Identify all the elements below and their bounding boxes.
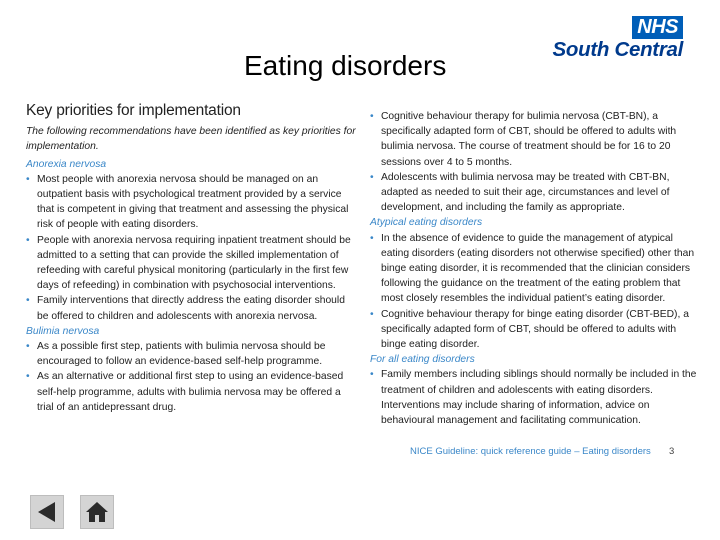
list-item: • As a possible first step, patients with bulimia nervosa should be encouraged to follow an evidence-based self-help programme.: [26, 339, 358, 369]
section-title-all: For all eating disorders: [370, 354, 475, 366]
nhs-logo: [533, 14, 683, 60]
document-intro: The following recommendations have been identified as key priorities for implementation.: [26, 126, 356, 153]
list-item: • Cognitive behaviour therapy for binge eating disorder (CBT-BED), a specifically adapted form of CBT, should be offered to adults with binge eating disorder.: [370, 307, 700, 353]
slide-title: Eating disorders: [244, 50, 447, 81]
document-page: [18, 100, 698, 470]
bulimia-list: [26, 339, 358, 415]
list-item: • Family members including siblings should normally be included in the treatment of children and adolescents with eating disorders. Interventions may include sharing of information, advice on behavioural management and facilitating communication.: [370, 367, 700, 428]
back-button[interactable]: [30, 495, 64, 529]
atypical-list: [370, 231, 700, 353]
home-icon: [84, 500, 110, 524]
list-item: • Most people with anorexia nervosa should be managed on an outpatient basis with psychological treatment provided by a service that is competent in giving that treatment and assessing the physical risk of people with eating disorders.: [26, 172, 358, 233]
section-title-anorexia: Anorexia nervosa: [26, 158, 107, 170]
section-title-bulimia: Bulimia nervosa: [26, 325, 100, 337]
nhs-badge: NHS: [632, 16, 683, 39]
left-column: [26, 100, 358, 415]
list-item: • Cognitive behaviour therapy for bulimia nervosa (CBT-BN), a specifically adapted form of CBT, should be offered to adults with bulimia nervosa. The course of treatment should be for 16 to 20 sessions over 4 to 5 months.: [370, 109, 700, 170]
anorexia-list: [26, 172, 358, 324]
all-disorders-list: [370, 367, 700, 428]
list-item: • Family interventions that directly address the eating disorder should be offered to children and adolescents with anorexia nervosa.: [26, 293, 358, 323]
list-item: • Adolescents with bulimia nervosa may be treated with CBT-BN, adapted as needed to suit their age, circumstances and level of development, and including the family as appropriate.: [370, 170, 700, 216]
section-title-atypical: Atypical eating disorders: [370, 217, 483, 229]
back-arrow-icon: [35, 500, 59, 524]
list-item: • As an alternative or additional first step to using an evidence-based self-help programme, adults with bulimia nervosa may be offered a trial of an antidepressant drug.: [26, 369, 358, 415]
document-footer: NICE Guideline: quick reference guide – Eating disorders: [410, 446, 651, 457]
right-column: [370, 109, 700, 428]
document-heading: Key priorities for implementation: [26, 102, 241, 119]
page-number: 3: [669, 446, 675, 457]
home-button[interactable]: [80, 495, 114, 529]
list-item: • In the absence of evidence to guide the management of atypical eating disorders (eating disorders not otherwise specified) other than binge eating disorder, it is recommended that the clinician considers following the guidance on the treatment of the eating problem that most closely resembles the individual patient’s eating disorder.: [370, 231, 700, 307]
region-name: South Central: [552, 38, 683, 61]
list-item: • People with anorexia nervosa requiring inpatient treatment should be admitted to a setting that can provide the skilled implementation of refeeding with careful physical monitoring (particularly in the first few days of refeeding) in combination with psychosocial interventions.: [26, 233, 358, 294]
bulimia-continued-list: [370, 109, 700, 215]
